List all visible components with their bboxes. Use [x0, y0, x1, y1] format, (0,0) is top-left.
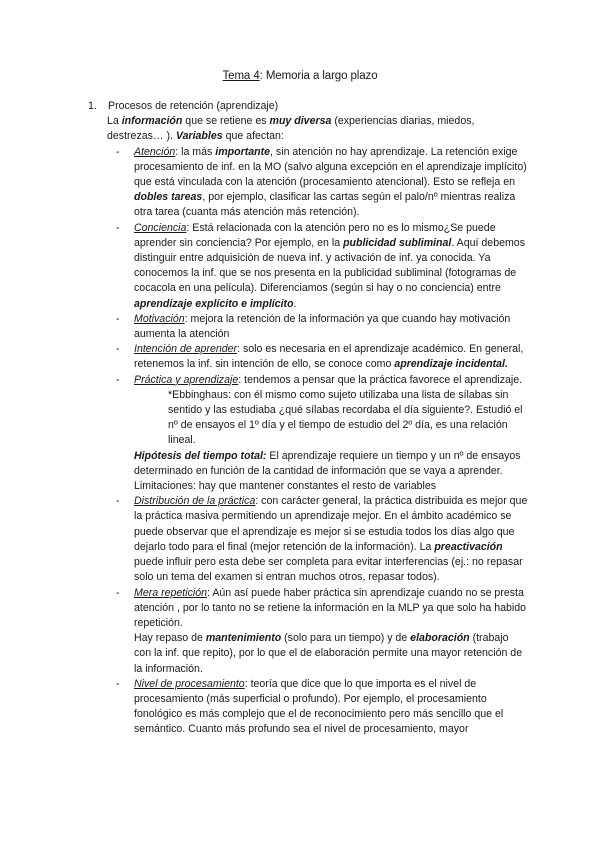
text-run: : mejora la retención de la información ya que cuando hay motivación aumenta la atención: [134, 312, 511, 341]
dash-bullet: -: [116, 373, 120, 386]
dash-bullet: -: [116, 677, 120, 690]
item-paragraph: [134, 677, 528, 738]
text-run: , sin atención no hay aprendizaje. La retención exige procesamiento de inf. en la MO (salvo alguna excepción en el aprendizaje implícito) que está vinculada con la atención (procesamiento atencional). Esto se refleja en: [134, 145, 527, 189]
title-text: : Memoria a largo plazo: [259, 70, 378, 82]
item-repeticion: [108, 586, 528, 677]
dash-bullet: -: [116, 312, 120, 325]
emphasis-text: publicidad subliminal: [343, 236, 452, 249]
variable-term: Intención de aprender: [134, 343, 238, 356]
dash-bullet: -: [116, 495, 120, 508]
emphasis-text: mantenimiento: [205, 632, 282, 645]
emphasis-text: elaboración: [410, 632, 470, 645]
emphasis-text: información: [121, 115, 183, 128]
ebbinghaus-note: *Ebbinghaus: con él mismo como sujeto utilizaba una lista de sílabas sin sentido y las estudiaba ¿qué sílabas recordaba el día siguiente?. Estudió el nº de ensayos el 1º día y el tiempo de estudio del 2º día, es una relación lineal.: [168, 388, 523, 447]
emphasis-text: muy diversa: [269, 115, 332, 128]
emphasis-text: aprendizaje explícito e implícito: [134, 297, 294, 310]
text-run: : solo es necesaria en el aprendizaje académico. En general, retenemos la inf. sin intención de ello, se conoce como: [134, 343, 524, 371]
variable-term: Mera repetición: [134, 586, 208, 599]
dash-bullet: -: [116, 586, 120, 599]
text-run: : con carácter general, la práctica distribuida es mejor que la práctica masiva permitiendo un aprendizaje mejor. En el ámbito académico se puede observar que el aprendizaje es mejor si se estudia todos los días algo que dejarlo todo para el final (mejor retención de la información). La: [134, 495, 528, 553]
document-body: [88, 99, 528, 738]
text-run: (solo para un tiempo) y de: [281, 632, 411, 645]
item-paragraph: [134, 631, 528, 677]
section-number: 1.: [88, 100, 97, 112]
item-practica: [108, 373, 528, 495]
item-paragraph: [134, 312, 528, 342]
text-run: que se retiene es: [182, 115, 270, 128]
variable-term: Práctica y aprendizaje: [134, 373, 239, 386]
item-paragraph: [134, 221, 528, 312]
item-motivacion: [108, 312, 528, 342]
text-run: : teoría que dice que lo que importa es el nivel de procesamiento (más superficial o profundo). Por ejemplo, el procesamiento fonológico es más complejo que el de reconocimiento pero más sencillo que el semántico. Cuanto más profundo sea el nivel de procesamiento, mayor: [134, 677, 504, 736]
item-paragraph: [134, 342, 528, 372]
text-run: que afectan:: [222, 130, 284, 143]
dash-bullet: -: [116, 145, 120, 158]
item-paragraph: [134, 494, 528, 585]
title-topic: Tema 4: [222, 70, 260, 82]
text-run: .: [293, 297, 297, 310]
dash-bullet: -: [116, 221, 120, 234]
emphasis-text: dobles tareas: [134, 191, 203, 204]
item-intencion: [108, 342, 528, 372]
emphasis-text: importante: [215, 145, 271, 158]
item-conciencia: [108, 221, 528, 312]
variable-term: Nivel de procesamiento: [134, 677, 245, 690]
emphasis-text: Variables: [175, 130, 223, 143]
text-run: : Aún así puede haber práctica sin aprendizaje cuando no se presta atención , por lo tanto no se retiene la información en la MLP ya que solo ha habido repetición.: [134, 586, 527, 629]
variables-list: [108, 145, 528, 738]
section-heading: Procesos de retención (aprendizaje): [108, 100, 279, 112]
text-run: : la más: [175, 145, 216, 158]
emphasis-text: preactivación: [434, 540, 503, 553]
item-distribucion: [108, 494, 528, 585]
variable-term: Atención: [134, 145, 176, 158]
variable-term: Motivación: [134, 312, 185, 325]
dash-bullet: -: [116, 343, 120, 356]
item-atencion: [108, 145, 528, 221]
text-run: (experiencias diarias, miedos, destrezas… ).: [107, 115, 475, 143]
text-run: puede influir pero esta debe ser completa para evitar interferencias (ej.: no repasar solo un tema del examen si entran muchos otros, repasar todos).: [134, 556, 523, 584]
hypothesis-paragraph: [134, 449, 528, 495]
text-run: : Está relacionada con la atención pero no es lo mismo¿Se puede aprender sin conciencia? Por ejemplo, en la: [134, 221, 496, 249]
page-title: [0, 70, 600, 82]
text-run: Hay repaso de: [134, 632, 206, 645]
item-paragraph: [134, 145, 528, 221]
text-run: . Aquí debemos distinguir entre adquisición de nueva inf. y activación de inf. ya conocida. Ya conocemos la inf. que se nos presenta en la publicidad subliminal (fotogramas de cocacola en una película). Diferenciamos (según si hay o no conciencia) entre: [134, 236, 525, 295]
section-1: [88, 99, 528, 738]
text-run: : tendemos a pensar que la práctica favorece el aprendizaje.: [238, 373, 523, 386]
variable-term: Distribución de la práctica: [134, 495, 256, 508]
item-paragraph: [134, 373, 528, 388]
text-run: El aprendizaje requiere un tiempo y un nº de ensayos determinado en función de la cantidad de información que se vaya a aprender. Limitaciones: hay que mantener constantes el resto de variables: [134, 449, 521, 493]
text-run: , por ejemplo, clasificar las cartas según el palo/nº mientras realiza otra tarea (cuanta más atención más retención).: [134, 191, 516, 219]
item-paragraph: [134, 586, 528, 632]
text-run: La: [107, 115, 122, 128]
item-nivel: [108, 677, 528, 738]
section-intro: [107, 114, 528, 144]
emphasis-text: Hipótesis del tiempo total:: [134, 449, 267, 462]
text-run: (trabajo con la inf. que repito), por lo que el de elaboración permite una mayor retención de la información.: [134, 632, 523, 675]
emphasis-text: aprendizaje incidental.: [394, 358, 508, 371]
variable-term: Conciencia: [134, 221, 187, 234]
